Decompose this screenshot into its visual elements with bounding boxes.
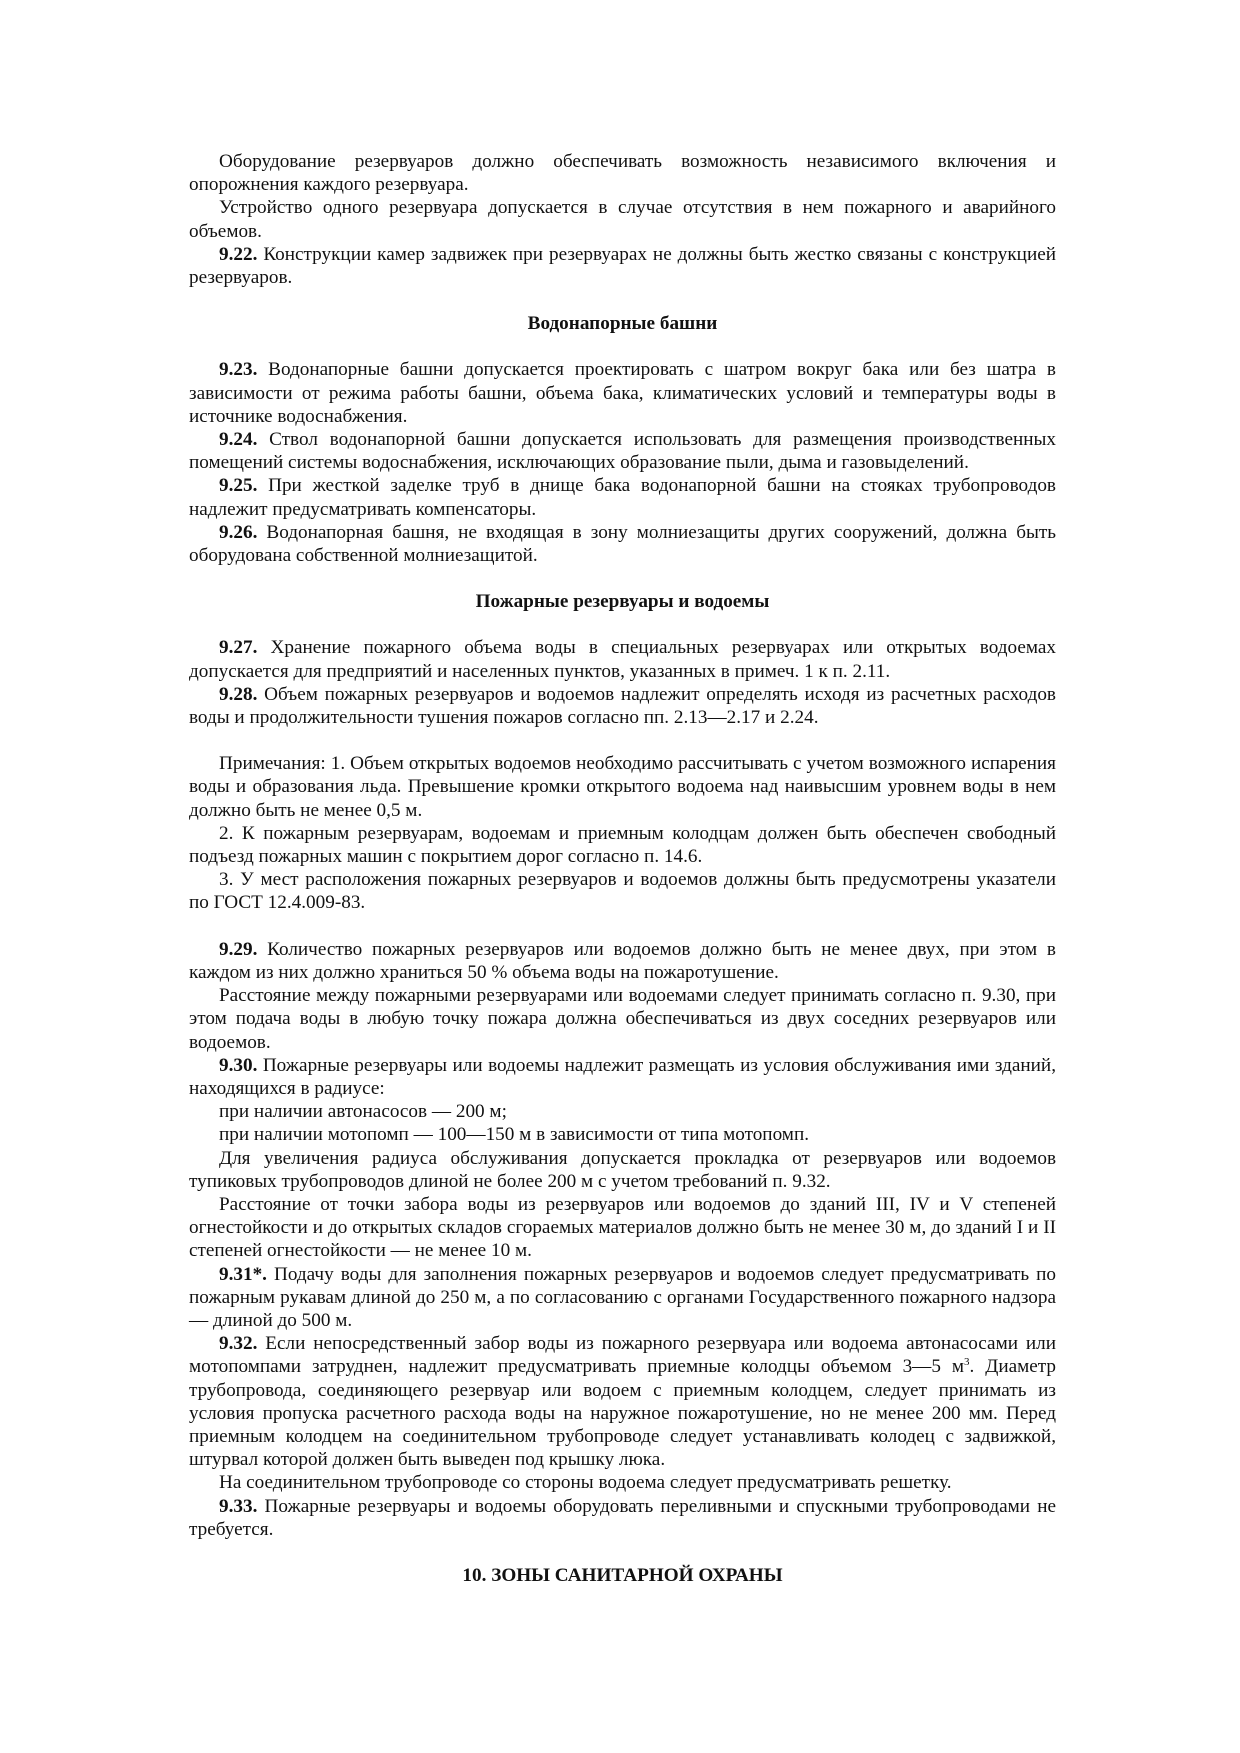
clause-number: 9.33. bbox=[219, 1495, 258, 1517]
paragraph-9-30 bbox=[189, 1054, 1056, 1100]
clause-text: Водонапорные башни допускается проектировать с шатром вокруг бака или без шатра в зависимости от режима работы башни, объема бака, климатических условий и температуры воды в источнике водоснабжения. bbox=[189, 359, 1056, 427]
clause-number: 9.32. bbox=[219, 1333, 258, 1355]
paragraph-single-reservoir: Устройство одного резервуара допускается в случае отсутствия в нем пожарного и аварийного объемов. bbox=[189, 197, 1056, 242]
paragraph-reservoir-equipment: Оборудование резервуаров должно обеспечивать возможность независимого включения и опорожнения каждого резервуара. bbox=[189, 151, 1056, 196]
spacer bbox=[189, 729, 1056, 752]
clause-text: Пожарные резервуары или водоемы надлежит размещать из условия обслуживания ими зданий, находящихся в радиусе: bbox=[189, 1054, 1056, 1099]
paragraph-grating: На соединительном трубопроводе со стороны водоема следует предусматривать решетку. bbox=[219, 1472, 952, 1494]
heading-sanitary-zones: 10. ЗОНЫ САНИТАРНОЙ ОХРАНЫ bbox=[462, 1564, 783, 1586]
paragraph-9-24 bbox=[189, 428, 1056, 474]
paragraph-9-25 bbox=[189, 474, 1056, 520]
spacer bbox=[189, 1541, 1056, 1564]
paragraph-9-23 bbox=[189, 358, 1056, 428]
clause-number: 9.26. bbox=[219, 521, 258, 543]
note-2: 2. К пожарным резервуарам, водоемам и приемным колодцам должен быть обеспечен свободный подъезд пожарных машин с покрытием дорог согласно п. 14.6. bbox=[189, 822, 1056, 868]
paragraph-9-32 bbox=[189, 1332, 1056, 1471]
superscript-cubic: 3 bbox=[964, 1356, 970, 1369]
clause-text: Подачу воды для заполнения пожарных резервуаров и водоемов следует предусматривать по пожарным рукавам длиной до 250 м, а по согласованию с органами Государственного пожарного надзора — длиной до 500 м. bbox=[189, 1263, 1056, 1331]
clause-text: Объем пожарных резервуаров и водоемов надлежит определять исходя из расчетных расходов воды и продолжительности тушения пожаров согласно пп. 2.13—2.17 и 2.24. bbox=[189, 683, 1056, 729]
paragraph-9-31 bbox=[189, 1263, 1056, 1333]
paragraph-9-22 bbox=[189, 243, 1056, 289]
clause-text: Пожарные резервуары и водоемы оборудовать переливными и спускными трубопроводами не требуется. bbox=[189, 1495, 1056, 1540]
clause-text: Количество пожарных резервуаров или водоемов должно быть не менее двух, при этом в каждом из них должно храниться 50 % объема воды на пожаротушение. bbox=[189, 938, 1056, 983]
clause-number: 9.23. bbox=[219, 359, 258, 381]
clause-number: 9.29. bbox=[219, 938, 258, 960]
spacer bbox=[189, 289, 1056, 312]
clause-number: 9.27. bbox=[219, 637, 258, 659]
paragraph-9-27 bbox=[189, 636, 1056, 682]
paragraph-9-29 bbox=[189, 938, 1056, 984]
clause-number: 9.25. bbox=[219, 475, 258, 497]
paragraph-9-33 bbox=[189, 1495, 1056, 1541]
clause-text: Если непосредственный забор воды из пожарного резервуара или водоема автонасосами или мотопомпами затруднен, надлежит предусматривать приемные колодцы объемом 3—5 м bbox=[189, 1333, 1056, 1378]
clause-text: Конструкции камер задвижек при резервуарах не должны быть жестко связаны с конструкцией резервуаров. bbox=[189, 243, 1056, 289]
paragraph-motopumps: при наличии мотопомп — 100—150 м в зависимости от типа мотопомп. bbox=[219, 1124, 810, 1146]
paragraph-9-26 bbox=[189, 521, 1056, 567]
paragraph-autopumps: при наличии автонасосов — 200 м; bbox=[219, 1101, 507, 1123]
heading-fire-reservoirs: Пожарные резервуары и водоемы bbox=[475, 591, 770, 613]
note-3: 3. У мест расположения пожарных резервуаров и водоемов должны быть предусмотрены указатели по ГОСТ 12.4.009-83. bbox=[189, 869, 1056, 914]
heading-water-towers: Водонапорные башни bbox=[527, 313, 718, 335]
clause-text: При жесткой заделке труб в днище бака водонапорной башни на стояках трубопроводов надлежит предусматривать компенсаторы. bbox=[189, 475, 1056, 520]
clause-text: Ствол водонапорной башни допускается использовать для размещения производственных помещений системы водоснабжения, исключающих образование пыли, дыма и газовыделений. bbox=[189, 429, 1056, 474]
clause-text: Водонапорная башня, не входящая в зону молниезащиты других сооружений, должна быть оборудована собственной молниезащитой. bbox=[189, 521, 1056, 567]
clause-number: 9.31*. bbox=[219, 1263, 267, 1285]
paragraph-reservoir-distance: Расстояние между пожарными резервуарами или водоемами следует принимать согласно п. 9.30, при этом подача воды в любую точку пожара должна обеспечиваться из двух соседних резервуаров или водоемов. bbox=[189, 985, 1056, 1053]
clause-number: 9.28. bbox=[219, 683, 258, 705]
paragraph-service-radius: Для увеличения радиуса обслуживания допускается прокладка от резервуаров или водоемов тупиковых трубопроводов длиной не более 200 м с учетом требований п. 9.32. bbox=[189, 1147, 1056, 1192]
spacer bbox=[189, 915, 1056, 938]
clause-number: 9.30. bbox=[219, 1054, 258, 1076]
spacer bbox=[189, 335, 1056, 358]
paragraph-intake-distance: Расстояние от точки забора воды из резервуаров или водоемов до зданий III, IV и V степеней огнестойкости и до открытых складов сгораемых материалов должно быть не менее 30 м, до зданий I и II степеней огнестойкости — не менее 10 м. bbox=[189, 1193, 1056, 1262]
clause-text: Хранение пожарного объема воды в специальных резервуарах или открытых водоемах допускается для предприятий и населенных пунктов, указанных в примеч. 1 к п. 2.11. bbox=[189, 637, 1056, 682]
spacer bbox=[189, 613, 1056, 636]
clause-text-continued: . Диаметр трубопровода, соединяющего резервуар или водоем с приемным колодцем, следует принимать из условия пропуска расчетного расхода воды на наружное пожаротушение, но не менее 200 мм. Перед приемным колодцем на соединительном трубопроводе следует устанавливать колодец с задвижкой, штурвал которой должен быть выведен под крышку люка. bbox=[189, 1356, 1056, 1471]
spacer bbox=[189, 567, 1056, 590]
paragraph-9-28 bbox=[189, 683, 1056, 729]
clause-number: 9.22. bbox=[219, 243, 258, 265]
clause-number: 9.24. bbox=[219, 429, 258, 451]
note-1: Примечания: 1. Объем открытых водоемов необходимо рассчитывать с учетом возможного испарения воды и образования льда. Превышение кромки открытого водоема над наивысшим уровнем воды в нем должно быть не менее 0,5 м. bbox=[189, 753, 1056, 821]
document-page bbox=[189, 150, 1056, 1587]
